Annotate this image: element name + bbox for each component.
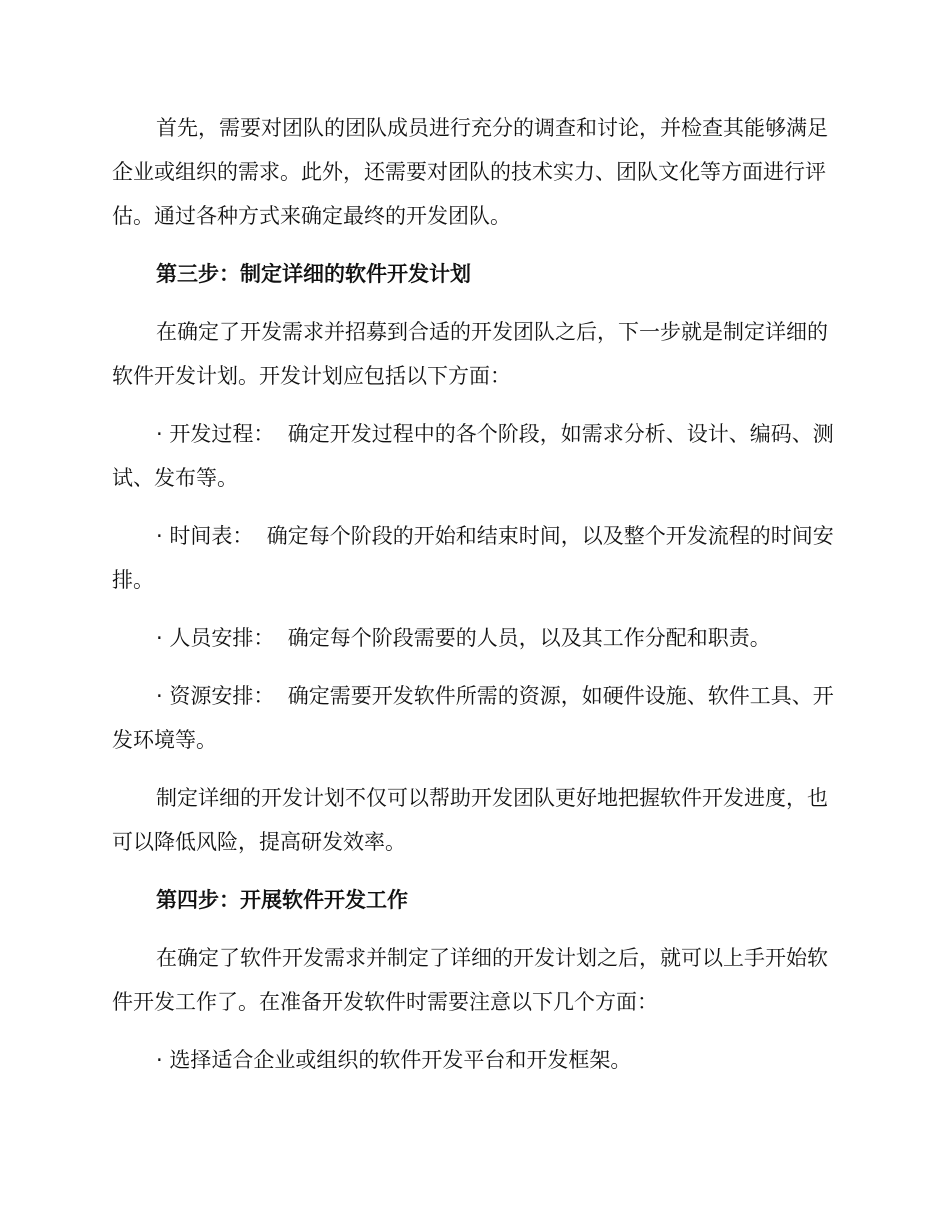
bullet-staffing xyxy=(112,616,834,660)
bullet-text: 确定开发过程中的各个阶段，如需求分析、设计、编码、测试、发布等。 xyxy=(112,422,834,490)
bullet-term: · 资源安排： xyxy=(156,684,275,708)
bullet-text: 确定每个阶段的开始和结束时间，以及整个开发流程的时间安排。 xyxy=(112,524,834,592)
bullet-resources xyxy=(112,674,834,762)
document-page xyxy=(112,106,834,1096)
bullet-dev-process xyxy=(112,412,834,500)
heading-step-four: 第四步：开展软件开发工作 xyxy=(156,888,408,912)
paragraph-plan-benefits: 制定详细的开发计划不仅可以帮助开发团队更好地把握软件开发进度，也可以降低风险，提高研发效率。 xyxy=(112,786,828,854)
bullet-timeline xyxy=(112,514,834,602)
bullet-text: 确定每个阶段需要的人员，以及其工作分配和职责。 xyxy=(287,626,771,650)
bullet-platform: · 选择适合企业或组织的软件开发平台和开发框架。 xyxy=(156,1048,632,1072)
paragraph-plan-intro: 在确定了开发需求并招募到合适的开发团队之后，下一步就是制定详细的软件开发计划。开发计划应包括以下方面： xyxy=(112,320,828,388)
paragraph-team-evaluation: 首先，需要对团队的团队成员进行充分的调查和讨论，并检查其能够满足企业或组织的需求。此外，还需要对团队的技术实力、团队文化等方面进行评估。通过各种方式来确定最终的开发团队。 xyxy=(112,116,828,228)
bullet-term: · 时间表： xyxy=(156,524,254,548)
bullet-text: 确定需要开发软件所需的资源，如硬件设施、软件工具、开发环境等。 xyxy=(112,684,834,752)
heading-step-three: 第三步：制定详细的软件开发计划 xyxy=(156,262,471,286)
bullet-term: · 人员安排： xyxy=(156,626,275,650)
paragraph-dev-intro: 在确定了软件开发需求并制定了详细的开发计划之后，就可以上手开始软件开发工作了。在准备开发软件时需要注意以下几个方面： xyxy=(112,946,828,1014)
bullet-term: · 开发过程： xyxy=(156,422,275,446)
